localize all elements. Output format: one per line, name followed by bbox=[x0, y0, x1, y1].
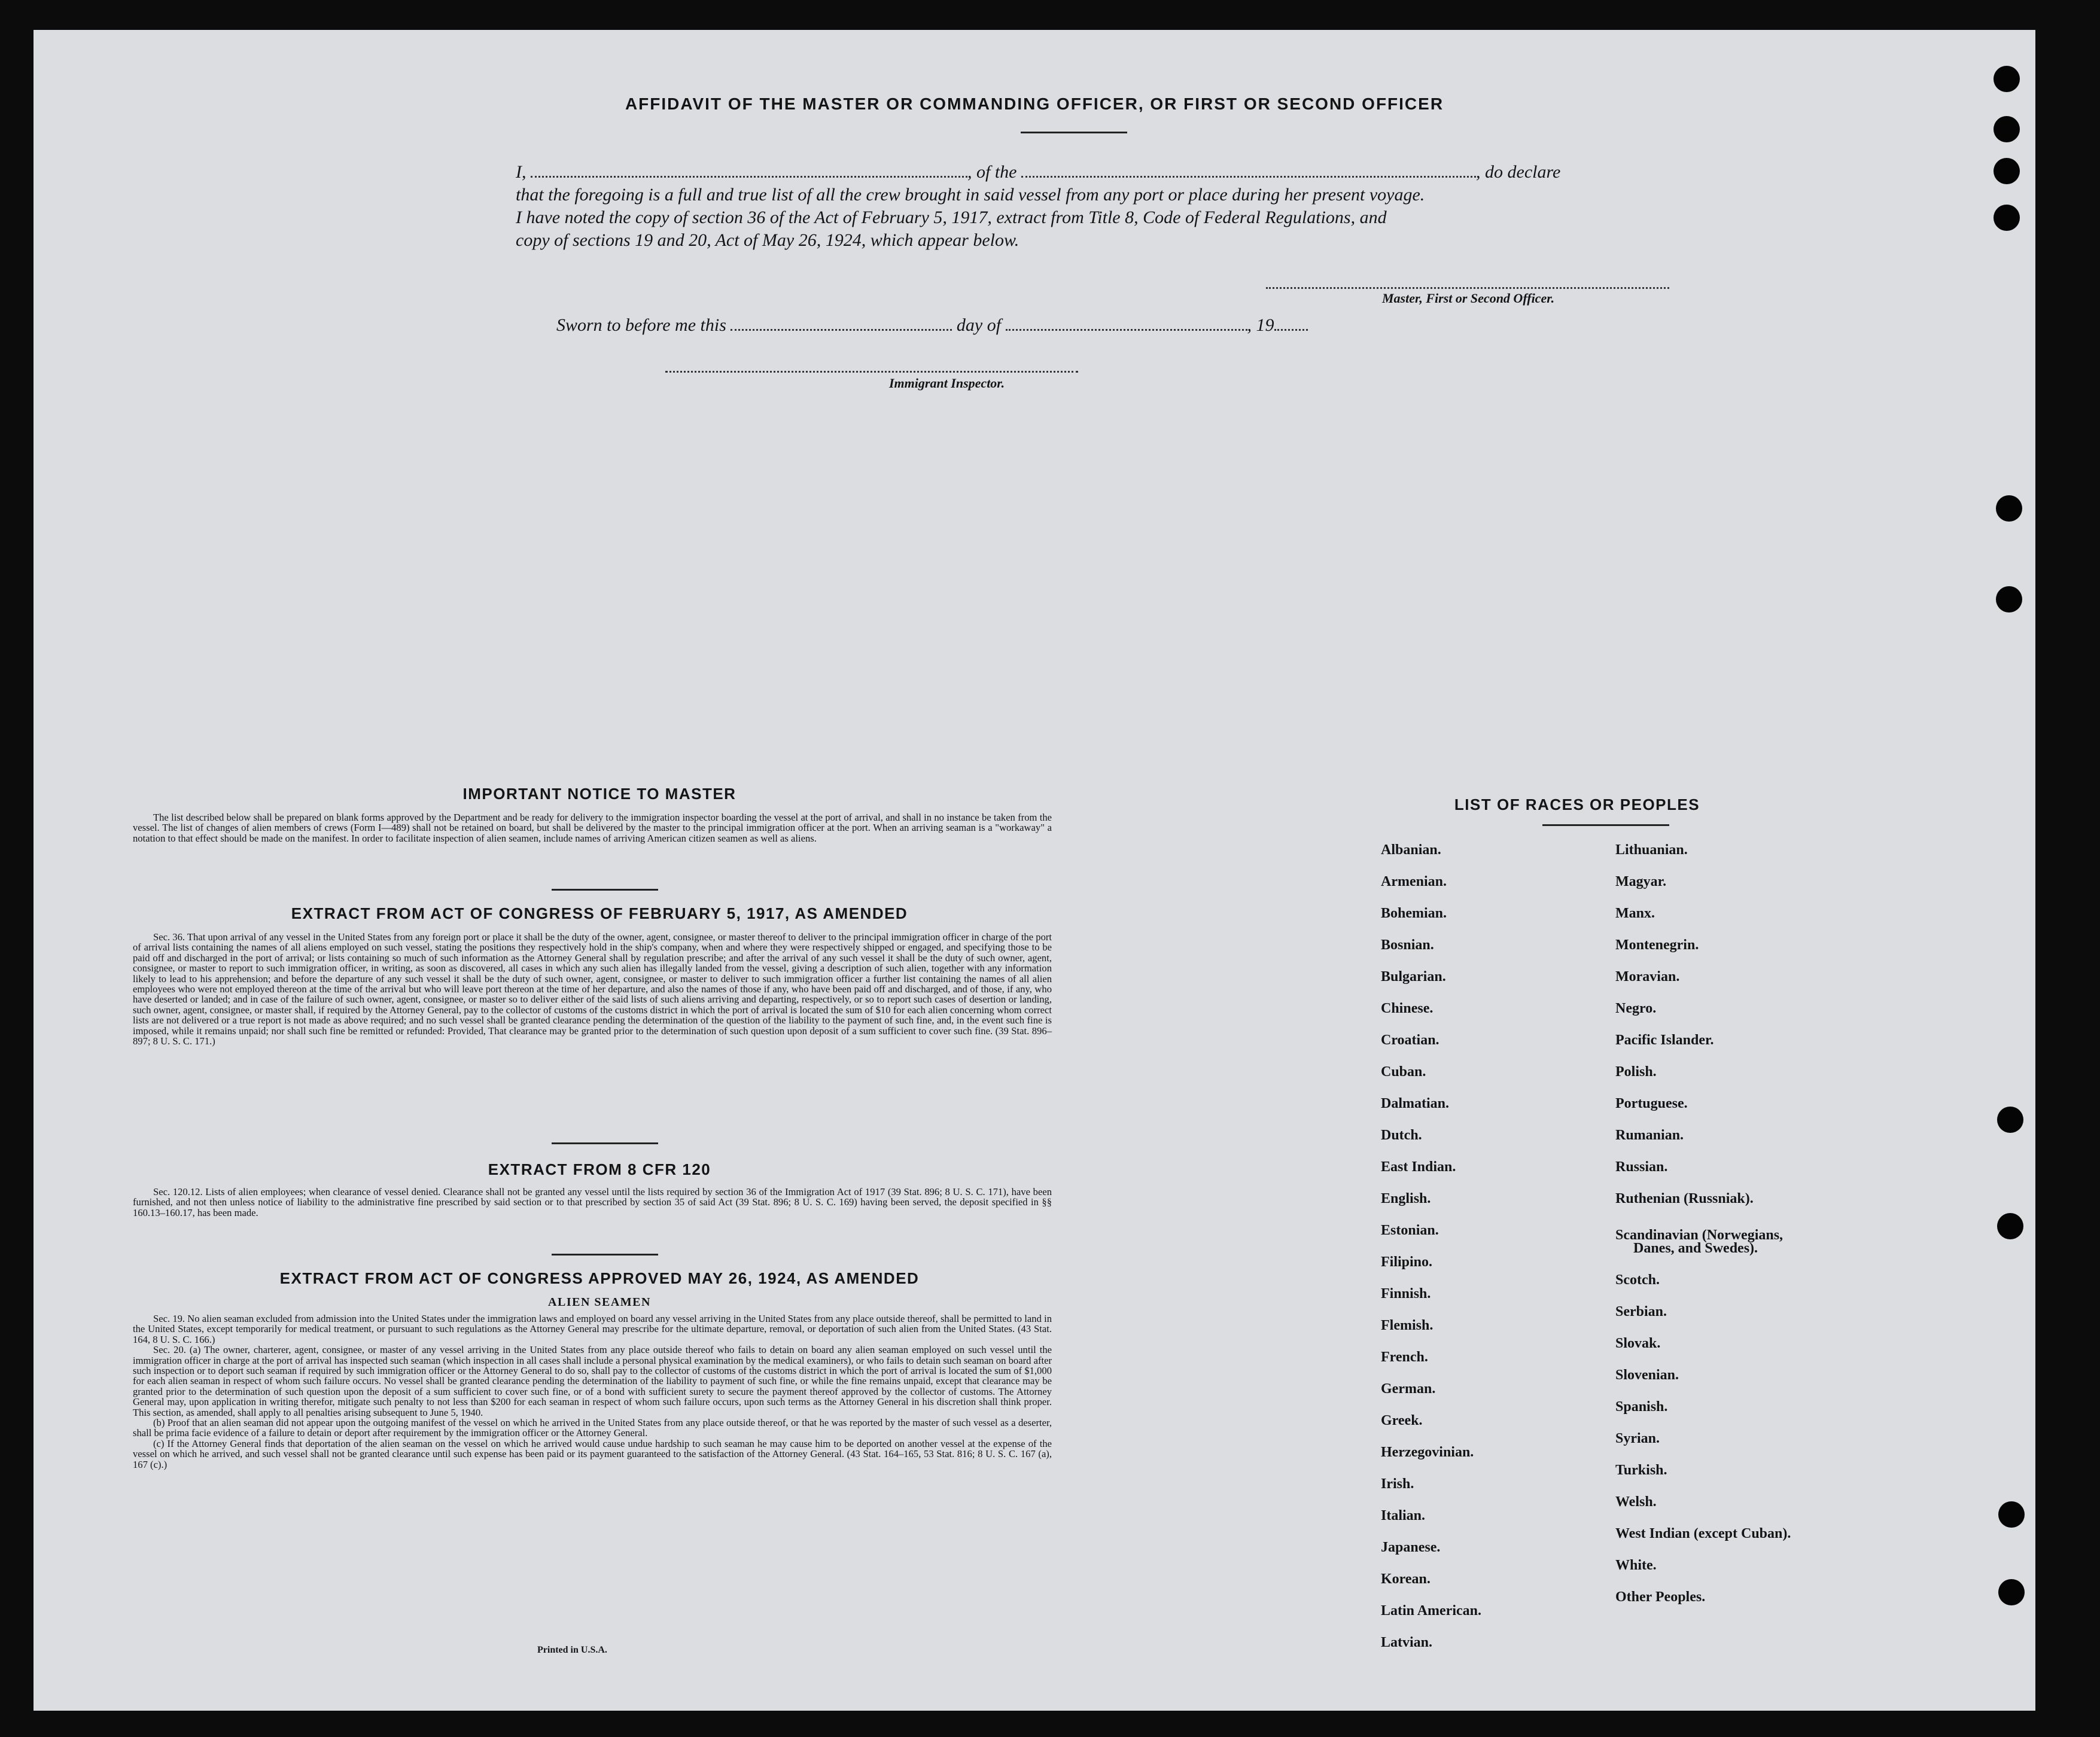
race-item: Manx. bbox=[1615, 906, 1655, 921]
race-item: Irish. bbox=[1381, 1476, 1414, 1492]
divider bbox=[552, 889, 658, 891]
inspector-signature-line[interactable] bbox=[665, 370, 1078, 373]
day-of-text: day of bbox=[956, 315, 1002, 335]
race-item: Serbian. bbox=[1615, 1304, 1667, 1319]
affidavit-of-the: , of the bbox=[967, 162, 1017, 182]
race-item: Cuban. bbox=[1381, 1064, 1426, 1080]
race-item: Scandinavian (Norwegians, bbox=[1615, 1227, 1784, 1243]
extract-1917-body bbox=[133, 932, 1052, 1046]
extract-8cfr-title: EXTRACT FROM 8 CFR 120 bbox=[488, 1160, 711, 1178]
affidavit-i: I, bbox=[516, 162, 526, 182]
divider bbox=[552, 1142, 658, 1144]
race-item: Bosnian. bbox=[1381, 937, 1434, 953]
divider bbox=[1021, 132, 1127, 133]
race-item: Italian. bbox=[1381, 1508, 1426, 1523]
affidavit-line-3: I have noted the copy of section 36 of the Act of February 5, 1917, extract from Title 8, Code of Federal Regulations, and bbox=[516, 208, 1387, 227]
punch-hole bbox=[1998, 1579, 2025, 1605]
sworn-day-blank[interactable] bbox=[731, 313, 952, 331]
extract-8cfr-body bbox=[133, 1187, 1052, 1218]
race-item: Other Peoples. bbox=[1615, 1589, 1706, 1605]
extract-1924-title: EXTRACT FROM ACT OF CONGRESS APPROVED MAY 26, 1924, AS AMENDED bbox=[279, 1269, 920, 1287]
race-item: Japanese. bbox=[1381, 1540, 1441, 1555]
extract-1917-title: EXTRACT FROM ACT OF CONGRESS OF FEBRUARY 5, 1917, AS AMENDED bbox=[291, 904, 908, 922]
punch-hole bbox=[1996, 586, 2022, 612]
race-item: Spanish. bbox=[1615, 1399, 1668, 1415]
printed-in-usa: Printed in U.S.A. bbox=[537, 1645, 607, 1655]
section-20c-paragraph: (c) If the Attorney General finds that deportation of the alien seaman on the vessel on which he arrived would cause undue hardship to such seaman he may cause him to be deported on another vessel at the expense of the vessel on which he arrived, and such vessel shall not be granted clearance until such expense has been paid or its payment guaranteed to the satisfaction of the Attorney General. (43 Stat. 164–165, 53 Stat. 816; 8 U. S. C. 167 (a), 167 (c).) bbox=[133, 1437, 1052, 1470]
sworn-line bbox=[556, 313, 1711, 337]
race-item: Slovak. bbox=[1615, 1336, 1661, 1351]
document-page bbox=[34, 30, 2035, 1711]
race-item: Herzegovinian. bbox=[1381, 1445, 1474, 1460]
race-item: Latin American. bbox=[1381, 1603, 1481, 1619]
punch-hole bbox=[1994, 158, 2020, 184]
race-item: Croatian. bbox=[1381, 1032, 1439, 1048]
race-item: Armenian. bbox=[1381, 874, 1447, 889]
races-title: LIST OF RACES OR PEOPLES bbox=[1454, 796, 1700, 813]
race-item: Bohemian. bbox=[1381, 906, 1447, 921]
race-item: Welsh. bbox=[1615, 1494, 1657, 1510]
punch-hole bbox=[1997, 1107, 2023, 1133]
race-item: West Indian (except Cuban). bbox=[1615, 1526, 1791, 1541]
race-item: Bulgarian. bbox=[1381, 969, 1446, 985]
divider bbox=[1542, 824, 1669, 826]
name-blank[interactable] bbox=[531, 160, 967, 178]
race-item: Finnish. bbox=[1381, 1286, 1431, 1302]
race-item: Flemish. bbox=[1381, 1318, 1434, 1333]
inspector-caption: Immigrant Inspector. bbox=[889, 376, 1005, 391]
year-blank[interactable] bbox=[1274, 313, 1308, 331]
race-item: Filipino. bbox=[1381, 1254, 1433, 1270]
race-item: Polish. bbox=[1615, 1064, 1657, 1080]
race-item: Greek. bbox=[1381, 1413, 1423, 1428]
race-item: Danes, and Swedes). bbox=[1633, 1241, 1758, 1256]
race-item: Rumanian. bbox=[1615, 1127, 1684, 1143]
section-120-paragraph: Sec. 120.12. Lists of alien employees; when clearance of vessel denied. Clearance shall not be granted any vessel until the lists required by section 36 of the Immigration Act of 1917 (39 Stat. 896; 8 U. S. C. 171), have been furnished, and not then unless notice of liability to the administrative fine prescribed by said section or to that prescribed by section 35 of said Act (39 Stat. 896; 8 U. S. C. 169) having been served, the deposit specified in §§ 160.13–160.17, has been made. bbox=[133, 1186, 1052, 1218]
race-item: German. bbox=[1381, 1381, 1436, 1397]
section-20b-paragraph: (b) Proof that an alien seaman did not appear upon the outgoing manifest of the vessel on which he arrived in the United States from any place outside thereof, or that he was reported by the master of such vessel as a deserter, shall be prima facie evidence of a failure to detain or deport after requirement by the immigration officer or the Attorney General. bbox=[133, 1417, 1052, 1439]
race-item: Ruthenian (Russniak). bbox=[1615, 1191, 1754, 1206]
section-20a-paragraph: Sec. 20. (a) The owner, charterer, agent, consignee, or master of any vessel arriving in the United States from any place outside thereof who fails to detain on board any alien seaman employed on such vessel until the immigration officer in charge at the port of arrival has inspected such seaman (which inspection in all cases shall include a personal physical examination by the medical examiners), or who fails to detain such seaman on board after such inspection or to deport such seaman if required by such immigration officer or the Attorney General to do so, shall pay to the collector of customs of the customs district in which the port of arrival is located the sum of $1,000 for each alien seaman in respect of whom such failure occurs. No vessel shall be granted clearance pending the determination of the liability to payment of such fine, or while the fine remains unpaid, except that clearance may be granted prior to the determination of such question upon the deposit of a sum sufficient to cover such fine, or of a bond with sufficient surety to secure the payment thereof approved by the collector of customs. The Attorney General may, upon application in writing therefor, mitigate such penalty to not less than $200 for each seaman in respect of whom such failure occurs, upon such terms as the Attorney General in his discretion shall think proper. This section, as amended, shall apply to all penalties arising subsequent to June 5, 1940. bbox=[133, 1344, 1052, 1418]
punch-hole bbox=[1994, 205, 2020, 231]
race-item: Slovenian. bbox=[1615, 1367, 1679, 1383]
alien-seamen-subtitle: ALIEN SEAMEN bbox=[548, 1296, 651, 1309]
race-item: Estonian. bbox=[1381, 1223, 1439, 1238]
race-item: French. bbox=[1381, 1349, 1428, 1365]
race-item: East Indian. bbox=[1381, 1159, 1456, 1175]
race-item: Magyar. bbox=[1615, 874, 1667, 889]
race-item: White. bbox=[1615, 1558, 1657, 1573]
affidavit-declare: , do declare bbox=[1476, 162, 1561, 182]
race-item: Korean. bbox=[1381, 1571, 1431, 1587]
race-item: Chinese. bbox=[1381, 1001, 1434, 1016]
race-item: Portuguese. bbox=[1615, 1096, 1688, 1111]
punch-hole bbox=[1998, 1501, 2025, 1528]
race-item: Russian. bbox=[1615, 1159, 1668, 1175]
notice-body bbox=[133, 812, 1052, 843]
affidavit-line-2: that the foregoing is a full and true list of all the crew brought in said vessel from any port or place during her present voyage. bbox=[516, 185, 1425, 205]
vessel-blank[interactable] bbox=[1021, 160, 1476, 178]
extract-1924-body bbox=[133, 1314, 1052, 1470]
race-item: Latvian. bbox=[1381, 1635, 1433, 1650]
race-item: Montenegrin. bbox=[1615, 937, 1699, 953]
section-36-paragraph: Sec. 36. That upon arrival of any vessel in the United States from any foreign port or place it shall be the duty of the owner, agent, consignee, or master thereof to deliver to the principal immigration officer in charge of the port of arrival lists containing the names of all aliens employed on such vessel, stating the positions they respectively hold in the ship's company, when and where they were respectively shipped or engaged, and specifying those to be paid off and discharged in the port of arrival; or lists containing so much of such information as the Attorney General shall by regulation prescribe; and after the arrival of any such vessel it shall be the duty of such owner, agent, consignee, or master to report to such immigration officer, in writing, as soon as discovered, all cases in which any such alien has illegally landed from the vessel, giving a description of such alien, together with any information likely to lead to his apprehension; and before the departure of any such vessel it shall be the duty of such owner, agent, consignee, or master to deliver to such immigration officer a further list containing the names of all alien employees who were not employed thereon at the time of the arrival but who will leave port thereon at the time of her departure, and also the names of those if any, who have been paid off and discharged, and of those, if any, who have deserted or landed; and in case of the failure of such owner, agent, consignee, or master so to deliver either of the said lists of such aliens arriving and departing, respectively, or so to report such cases of desertion or landing, such owner, agent, consignee, or master shall, if required by the Attorney General, pay to the collector of customs of the customs district in which the port of arrival is located the sum of $10 for each alien concerning whom correct lists are not delivered or a true report is not made as above required; and no such vessel shall be granted clearance pending the determination of the question of the liability to the payment of such fine, and, in the event such fine is imposed, while it remains unpaid; nor shall such fine be remitted or refunded: Provided, That clearance may be granted prior to the determination of such question upon deposit of a sum sufficient to cover such fine. (39 Stat. 896–897; 8 U. S. C. 171.) bbox=[133, 931, 1052, 1047]
race-item: Scotch. bbox=[1615, 1272, 1660, 1288]
sworn-text: Sworn to before me this bbox=[556, 315, 726, 335]
punch-hole bbox=[1994, 66, 2020, 92]
affidavit-line-1 bbox=[516, 160, 1670, 184]
affidavit-line-4: copy of sections 19 and 20, Act of May 26, 1924, which appear below. bbox=[516, 230, 1019, 250]
race-item: English. bbox=[1381, 1191, 1431, 1206]
master-caption: Master, First or Second Officer. bbox=[1382, 291, 1555, 306]
punch-hole bbox=[1997, 1213, 2023, 1239]
race-item: Moravian. bbox=[1615, 969, 1680, 985]
race-item: Negro. bbox=[1615, 1001, 1657, 1016]
section-19-paragraph: Sec. 19. No alien seaman excluded from admission into the United States under the immigration laws and employed on board any vessel arriving in the United States from any place outside thereof, shall be permitted to land in the United States, except temporarily for medical treatment, or pursuant to such regulations as the Attorney General may prescribe for the ultimate departure, removal, or deportation of such alien from the United States. (43 Stat. 164, 8 U. S. C. 166.) bbox=[133, 1313, 1052, 1345]
notice-paragraph: The list described below shall be prepared on blank forms approved by the Department and be ready for delivery to the immigration inspector boarding the vessel at the port of arrival, and shall in no instance be taken from the vessel. The list of changes of alien members of crews (Form I—489) shall not be retained on board, but shall be delivered by the master to the principal immigration officer at the port. When an arriving seaman is a "workaway" a notation to that effect should be made on the manifest. In order to facilitate inspection of alien seamen, include names of arriving American citizen seamen as well as aliens. bbox=[133, 812, 1052, 844]
master-signature-line[interactable] bbox=[1266, 286, 1669, 289]
punch-hole bbox=[1994, 116, 2020, 142]
race-item: Albanian. bbox=[1381, 842, 1441, 858]
affidavit-title: AFFIDAVIT OF THE MASTER OR COMMANDING OFFICER, OR FIRST OR SECOND OFFICER bbox=[625, 95, 1444, 113]
race-item: Turkish. bbox=[1615, 1462, 1667, 1478]
race-item: Dutch. bbox=[1381, 1127, 1422, 1143]
race-item: Pacific Islander. bbox=[1615, 1032, 1714, 1048]
divider bbox=[552, 1254, 658, 1255]
race-item: Lithuanian. bbox=[1615, 842, 1688, 858]
punch-hole bbox=[1996, 495, 2022, 522]
race-item: Dalmatian. bbox=[1381, 1096, 1449, 1111]
notice-title: IMPORTANT NOTICE TO MASTER bbox=[462, 785, 736, 803]
race-item: Syrian. bbox=[1615, 1431, 1660, 1446]
year-prefix: , 19 bbox=[1247, 315, 1274, 335]
sworn-month-blank[interactable] bbox=[1006, 313, 1247, 331]
